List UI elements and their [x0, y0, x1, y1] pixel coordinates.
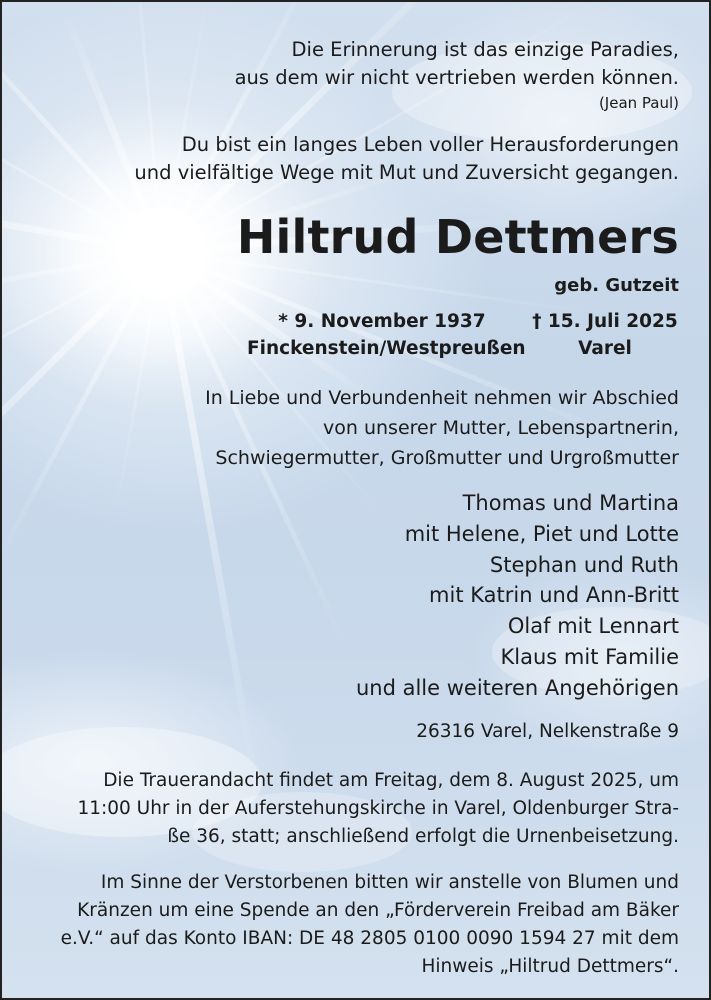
family-member: Olaf mit Lennart — [507, 614, 679, 639]
service-line: ße 36, statt; anschließend erfolgt die Urnenbeisetzung. — [167, 826, 679, 847]
birth-date: * 9. November 1937 — [278, 311, 486, 332]
service-info — [77, 767, 679, 851]
family-member: mit Katrin und Ann-Britt — [429, 583, 679, 608]
farewell-line: In Liebe und Verbundenheit nehmen wir Abschied — [205, 387, 679, 409]
donation-line: e.V.“ auf das Konto IBAN: DE 48 2805 0100 0090 1594 27 mit dem — [60, 928, 679, 949]
farewell-line: Schwiegermutter, Großmutter und Urgroßmutter — [215, 447, 679, 469]
deceased-name: Hiltrud Dettmers — [236, 210, 679, 264]
donation-line: Im Sinne der Verstorbenen bitten wir anstelle von Blumen und — [100, 872, 679, 893]
family-member: Thomas und Martina — [462, 491, 679, 515]
farewell-line: von unserer Mutter, Lebenspartnerin, — [323, 417, 679, 439]
family-member: und alle weiteren Angehörigen — [355, 675, 679, 700]
family-member: mit Helene, Piet und Lotte — [404, 521, 679, 546]
family-member: Klaus mit Familie — [500, 644, 679, 669]
quote-line: aus dem wir nicht vertrieben werden können. — [234, 66, 679, 89]
address: 26316 Varel, Nelkenstraße 9 — [416, 721, 679, 742]
quote-author: (Jean Paul) — [598, 94, 679, 112]
donation-info — [61, 869, 679, 981]
birth-name: geb. Gutzeit — [554, 275, 679, 296]
donation-line: Kränzen um eine Spende an den „Förderverein Freibad am Bäker — [77, 900, 679, 921]
donation-line: Hinweis „Hiltrud Dettmers“. — [421, 956, 679, 977]
family-member: Stephan und Ruth — [489, 552, 679, 577]
intro-line: und vielfältige Wege mit Mut und Zuversicht gegangen. — [134, 161, 679, 184]
death-date: † 15. Juli 2025 — [532, 311, 678, 332]
intro-line: Du bist ein langes Leben voller Herausforderungen — [181, 133, 679, 156]
birth-info — [247, 308, 526, 362]
intro-text — [134, 131, 679, 187]
quote-block — [235, 36, 679, 114]
death-info — [530, 308, 680, 362]
farewell-text — [205, 383, 679, 473]
family-list — [356, 488, 679, 704]
service-line: Die Trauerandacht findet am Freitag, dem 8. August 2025, um — [103, 770, 679, 791]
quote-line: Die Erinnerung ist das einzige Paradies, — [291, 38, 679, 61]
service-line: 11:00 Uhr in der Auferstehungskirche in Varel, Oldenburger Stra- — [77, 798, 679, 819]
death-place: Varel — [578, 338, 632, 359]
birth-place: Finckenstein/Westpreußen — [247, 338, 526, 359]
